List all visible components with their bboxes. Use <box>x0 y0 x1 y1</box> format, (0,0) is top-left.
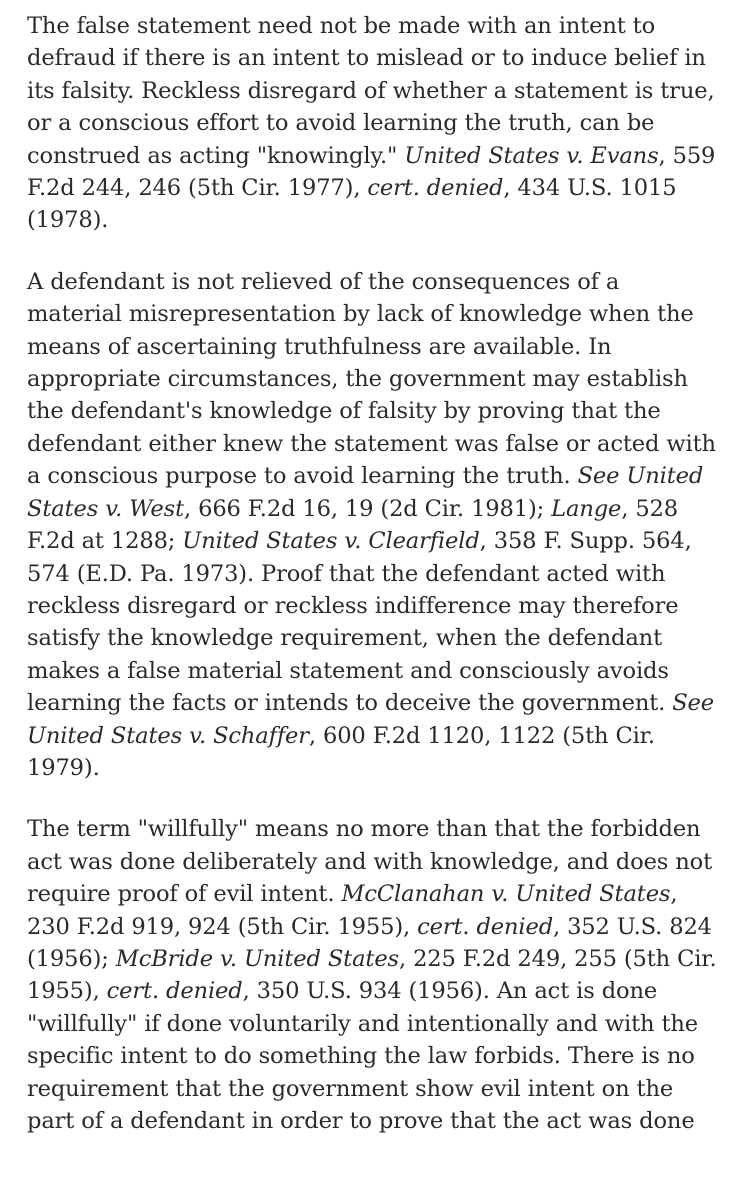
text-run: , 528 F.2d at 1288; <box>27 495 679 555</box>
text-run: , 600 F.2d 1120, 1122 (5th Cir. 1979). <box>27 722 655 781</box>
case-citation: McBride v. United States <box>115 945 400 972</box>
citation-signal: cert. denied <box>367 175 504 202</box>
text-run: , 225 F.2d 249, 255 (5th Cir. 1955), <box>27 945 717 1005</box>
case-citation: See United States v. West <box>27 463 704 522</box>
text-run: , 358 F. Supp. 564, 574 (E.D. Pa. 1973). Proof that the defendant acted with reckless disregard or reckless indifference may therefore satisfy the knowledge requirement, when the defendant makes a false material statement and consciously avoids learning the facts or intends to deceive the government. <box>27 528 692 717</box>
text-run: The term "willfully" means no more than that the forbidden act was done deliberately and with knowledge, and does not require proof of evil intent. <box>27 816 713 908</box>
text-run: , 350 U.S. 934 (1956). An act is done "willfully" if done voluntarily and intentionally and with the specific intent to do something the law forbids. There is no requirement that the government show evil intent on the part of a defendant in order to prove that the act was done <box>27 978 699 1134</box>
text-run: , 230 F.2d 919, 924 (5th Cir. 1955), <box>27 881 678 940</box>
citation-signal: cert. denied <box>417 913 554 940</box>
case-citation: United States v. Clearfield <box>182 528 480 555</box>
text-run: , 352 U.S. 824 (1956); <box>27 913 712 972</box>
paragraph-2 <box>27 266 717 785</box>
text-run: , 434 U.S. 1015 (1978). <box>27 175 677 234</box>
case-citation: See United States v. Schaffer <box>27 690 714 749</box>
case-citation: United States v. Evans <box>404 142 659 169</box>
text-run: , 666 F.2d 16, 19 (2d Cir. 1981); <box>184 495 552 522</box>
document-body <box>27 10 717 1137</box>
text-run: The false statement need not be made with an intent to defraud if there is an intent to mislead or to induce belief in its falsity. Reckless disregard of whether a statement is true, or a conscious effort to avoid learning the truth, can be construed as acting "knowingly." <box>27 13 715 169</box>
text-run: A defendant is not relieved of the consequences of a material misrepresentation by lack of knowledge when the means of ascertaining truthfulness are available. In appropriate circumstances, the government may establish the defendant's knowledge of falsity by proving that the defendant either knew the statement was false or acted with a conscious purpose to avoid learning the truth. <box>27 268 716 490</box>
text-run: , 559 F.2d 244, 246 (5th Cir. 1977), <box>27 142 716 202</box>
case-citation: Lange <box>551 495 622 522</box>
citation-signal: cert. denied <box>106 978 243 1005</box>
case-citation: McClanahan v. United States <box>341 881 671 908</box>
paragraph-3 <box>27 813 717 1137</box>
paragraph-1 <box>27 10 717 237</box>
